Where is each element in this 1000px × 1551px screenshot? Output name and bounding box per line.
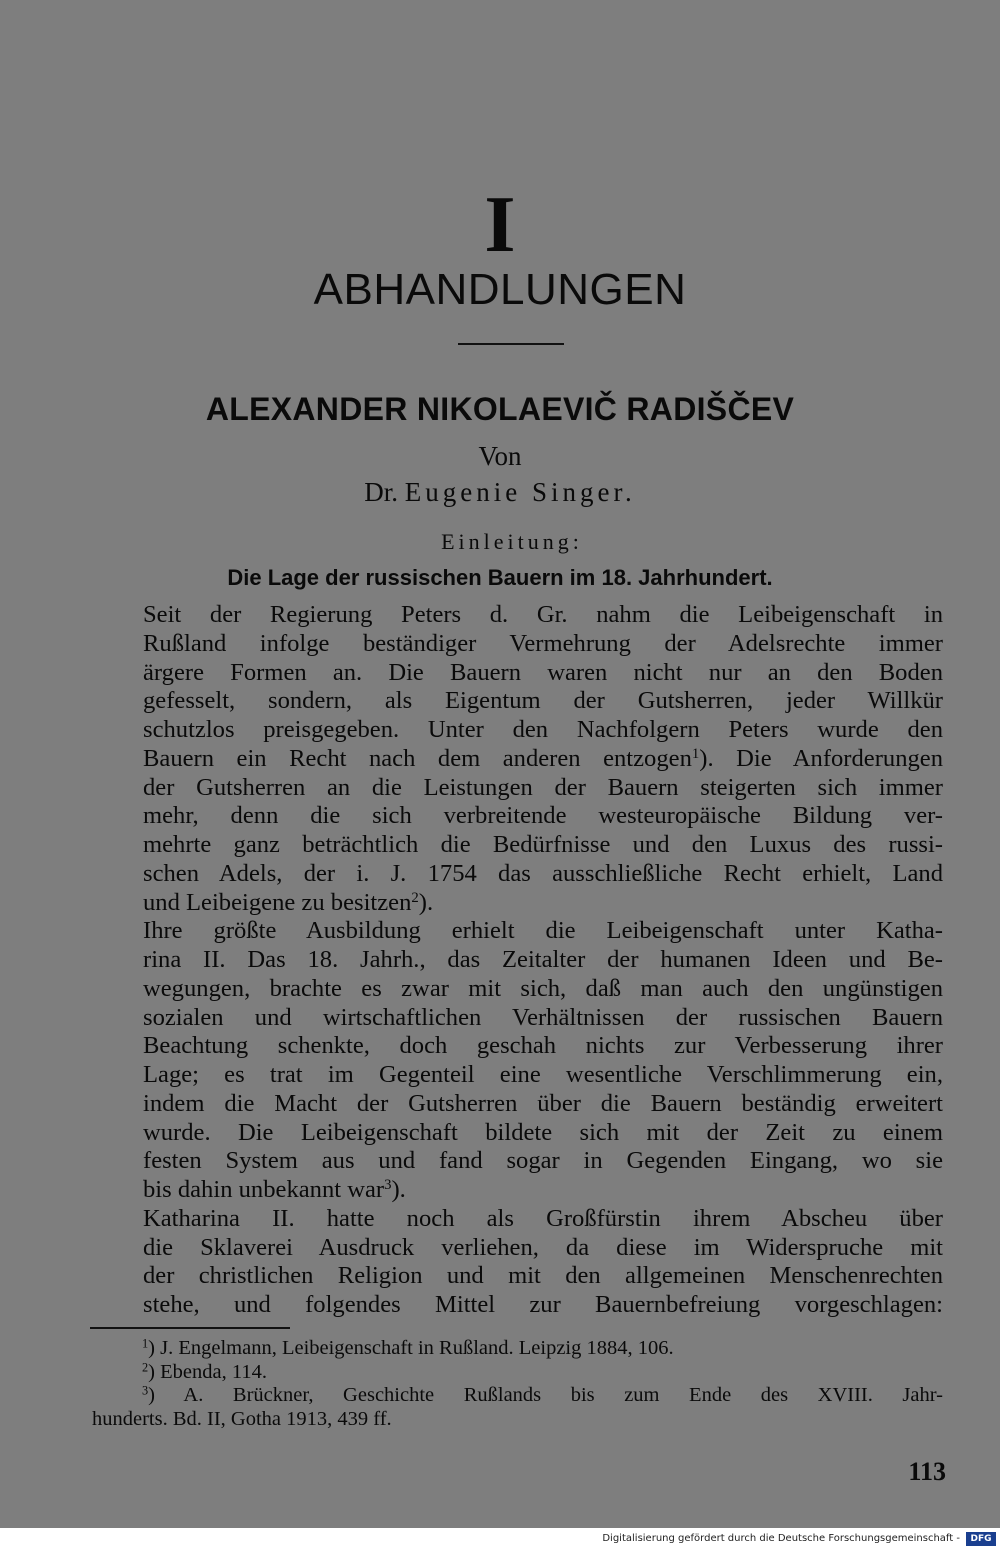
footnote-ref[interactable]: 3 bbox=[384, 1176, 392, 1193]
text-line: Lage; es trat im Gegenteil eine wesentliche Verschlimmerung ein, bbox=[143, 1061, 943, 1088]
text-fragment: Bauern ein Recht nach dem anderen entzogen bbox=[143, 744, 692, 772]
paragraph-2 bbox=[88, 917, 943, 1205]
text-line: wegungen, brachte es zwar mit sich, daß man auch den ungünstigen bbox=[143, 974, 943, 1002]
paragraph-1 bbox=[88, 601, 943, 917]
text-fragment: bis dahin unbekannt war bbox=[143, 1176, 385, 1203]
text-line: sozialen und wirtschaftlichen Verhältnissen der russischen Bauern bbox=[143, 1003, 943, 1031]
text-line: ärgere Formen an. Die Bauern waren nicht nur an den Boden bbox=[143, 658, 943, 686]
footnote-line: $^3$) A. Brückner, Geschichte Rußlands bis zum Ende des XVIII. Jahr- bbox=[142, 1383, 943, 1406]
text-line bbox=[88, 745, 943, 774]
text-line: schen Adels, der i. J. 1754 das ausschließliche Recht erhielt, Land bbox=[143, 859, 943, 887]
text-fragment: ). Die Anforderungen bbox=[699, 744, 944, 772]
text-line: stehe, und folgendes Mittel zur Bauernbefreiung vorgeschlagen: bbox=[143, 1291, 943, 1318]
text-line: mehrte ganz beträchtlich die Bedürfnisse und den Luxus des russi- bbox=[143, 831, 943, 858]
text-line: die Sklaverei Ausdruck verliehen, da diese im Widerspruche mit bbox=[143, 1233, 943, 1261]
footnote-rule bbox=[90, 1327, 290, 1329]
page-number: 113 bbox=[908, 1457, 946, 1486]
text-line bbox=[88, 1176, 943, 1205]
text-line: wurde. Die Leibeigenschaft bildete sich mit der Zeit zu einem bbox=[143, 1118, 943, 1146]
footnote-2 bbox=[92, 1361, 943, 1385]
text-line: Ihre größte Ausbildung erhielt die Leibeigenschaft unter Katha- bbox=[143, 917, 943, 945]
text-line: Katharina II. hatte noch als Großfürstin ihrem Abscheu über bbox=[143, 1204, 943, 1232]
footnote-ref[interactable]: 1 bbox=[691, 745, 700, 762]
footnote-mark: 3 bbox=[142, 1383, 149, 1398]
chapter-subtitle: Die Lage der russischen Bauern im 18. Jahrhundert. bbox=[227, 565, 773, 590]
footnote-1 bbox=[92, 1337, 943, 1361]
text-line: gefesselt, sondern, als Eigentum der Gutsherren, jeder Willkür bbox=[143, 687, 943, 715]
footnote-text: Ebenda, 114. bbox=[160, 1360, 267, 1383]
text-line: mehr, denn die sich verbreitende westeuropäische Bildung ver- bbox=[143, 802, 943, 830]
author-name bbox=[0, 472, 1000, 512]
footnote-text: J. Engelmann, Leibeigenschaft in Rußland. Leipzig 1884, 106. bbox=[160, 1337, 674, 1359]
text-line: indem die Macht der Gutsherren über die Bauern beständig erweitert bbox=[143, 1089, 943, 1117]
text-line: der Gutsherren an die Leistungen der Bauern steigerten sich immer bbox=[143, 773, 943, 801]
text-line bbox=[88, 889, 943, 918]
footnote-text: A. Brückner, Geschichte Rußlands bis zum Ende des XVIII. Jahr- bbox=[183, 1384, 943, 1406]
text-line: schutzlos preisgegeben. Unter den Nachfolgern Peters wurde den bbox=[143, 716, 943, 743]
author-prefix: Dr. bbox=[364, 477, 399, 507]
text-line: Rußland infolge beständiger Vermehrung der Adelsrechte immer bbox=[143, 629, 943, 657]
footnote-mark: 2 bbox=[142, 1359, 149, 1374]
footnote-line: $^1$) J. Engelmann, Leibeigenschaft in Rußland. Leipzig 1884, 106. bbox=[142, 1336, 674, 1359]
text-line: Seit der Regierung Peters d. Gr. nahm die Leibeigenschaft in bbox=[143, 601, 943, 628]
footnote-line: $^2$) Ebenda, 114. bbox=[142, 1359, 267, 1383]
intro-label: Einleitung: bbox=[441, 529, 583, 554]
digitization-footer bbox=[0, 1528, 1000, 1551]
byline-von: Von bbox=[478, 441, 522, 471]
heading-rule bbox=[458, 343, 564, 345]
footnotes bbox=[92, 1337, 943, 1431]
article-title: ALEXANDER NIKOLAEVIČ RADIŠČEV bbox=[205, 391, 795, 427]
dfg-logo[interactable]: DFG bbox=[966, 1532, 996, 1546]
body-text bbox=[88, 601, 943, 1320]
part-numeral: I bbox=[484, 181, 516, 269]
footnote-3 bbox=[92, 1384, 943, 1431]
section-heading: ABHANDLUNGEN bbox=[313, 265, 687, 314]
text-fragment: ). bbox=[391, 1176, 406, 1203]
author-surname: Eugenie Singer. bbox=[404, 477, 636, 507]
paragraph-3 bbox=[88, 1205, 943, 1320]
text-line: festen System aus und fand sogar in Gegenden Eingang, wo sie bbox=[143, 1147, 943, 1175]
footnote-ref[interactable]: 2 bbox=[411, 889, 419, 906]
footnote-line: hunderts. Bd. II, Gotha 1913, 439 ff. bbox=[92, 1407, 392, 1430]
text-line: der christlichen Religion und mit den allgemeinen Menschenrechten bbox=[143, 1262, 943, 1290]
funding-credit: Digitalisierung gefördert durch die Deutsche Forschungsgemeinschaft - bbox=[602, 1533, 960, 1544]
text-fragment: ). bbox=[418, 888, 434, 916]
footnote-mark: 1 bbox=[142, 1336, 149, 1351]
text-line: Beachtung schenkte, doch geschah nichts zur Verbesserung ihrer bbox=[143, 1032, 943, 1060]
text-fragment: und Leibeigene zu besitzen bbox=[143, 888, 412, 916]
text-line: rina II. Das 18. Jahrh., das Zeitalter der humanen Ideen und Be- bbox=[143, 946, 943, 973]
